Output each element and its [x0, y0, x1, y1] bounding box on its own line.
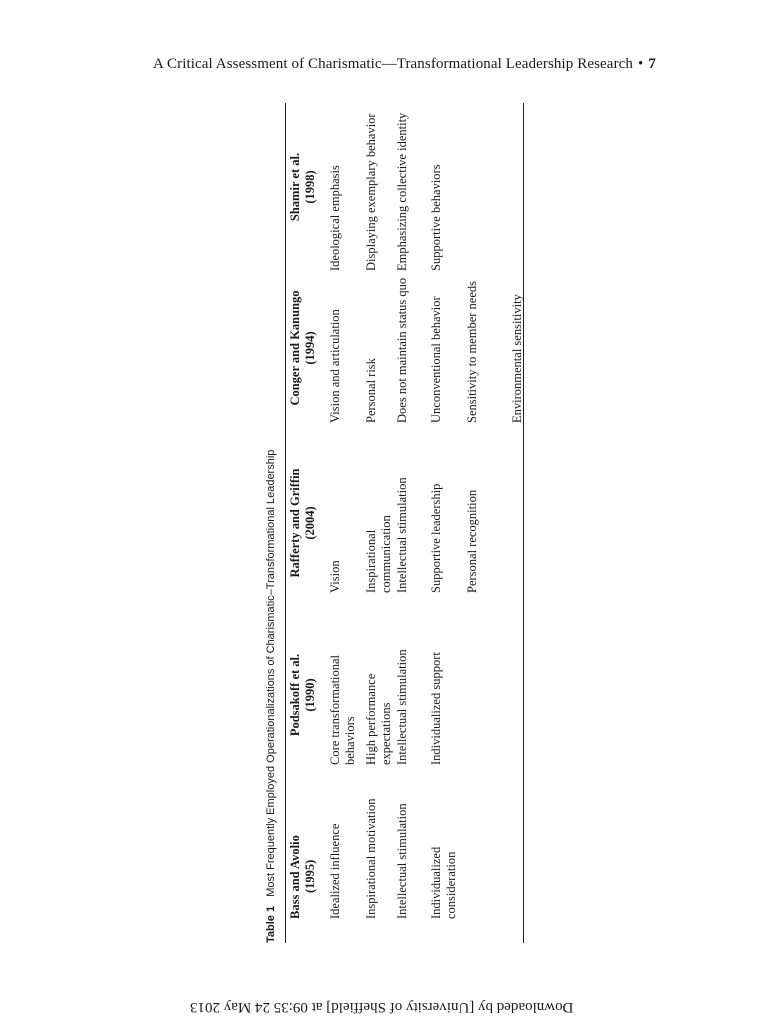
table-cell: Environmental sensitivity: [510, 294, 524, 423]
table-column: [288, 273, 524, 423]
table-cell: Unconventional behavior: [429, 296, 443, 423]
running-head-bullet: •: [638, 56, 644, 72]
table-cell: Inspirational motivation: [364, 798, 378, 919]
table-label: Table 1: [265, 905, 277, 943]
table-column: [288, 103, 443, 271]
column-header: [288, 103, 323, 271]
table-cell: High performance expectations: [364, 673, 393, 765]
column-header: [288, 625, 323, 765]
column-author: Rafferty and Griffin: [288, 468, 302, 578]
table-cell: Vision and articulation: [328, 309, 342, 423]
table-cell: Personal recognition: [465, 489, 479, 593]
column-year: (1990): [303, 678, 317, 712]
table-cell: Inspirational communication: [364, 515, 393, 593]
rotated-table: [260, 103, 525, 943]
table-column: [288, 625, 443, 765]
table-cell: Intellectual stimulation: [395, 649, 409, 765]
table-cell: Vision: [328, 560, 342, 593]
table-cell: Displaying exemplary behavior: [364, 113, 378, 271]
column-year: (1998): [303, 170, 317, 204]
column-header: [288, 453, 323, 593]
table-cell: Individualized consideration: [429, 846, 458, 919]
table-cell: Supportive behaviors: [429, 164, 443, 271]
table-cell: Supportive leadership: [429, 483, 443, 593]
column-header: [288, 273, 323, 423]
table-cell: Personal risk: [364, 358, 378, 423]
table-bottom-rule: [523, 103, 524, 943]
table-cell: Ideological emphasis: [328, 165, 342, 271]
column-author: Conger and Kanungo: [288, 290, 302, 406]
column-header: [288, 779, 323, 919]
column-author: Shamir et al.: [288, 152, 302, 222]
table-caption: [260, 450, 282, 943]
table-cell: Intellectual stimulation: [395, 477, 409, 593]
table-caption-text: Most Frequently Employed Operationalizations of Charismatic–Transformational Leadership: [265, 449, 277, 897]
column-author: Podsakoff et al.: [288, 653, 302, 737]
running-head: [153, 56, 656, 73]
table-cell: Sensitivity to member needs: [465, 281, 479, 423]
column-year: (2004): [303, 506, 317, 540]
table-column: [288, 779, 458, 919]
table-cell: Intellectual stimulation: [395, 803, 409, 919]
table-top-rule: [285, 103, 286, 943]
table-cell: Emphasizing collective identity: [395, 112, 409, 271]
table-column: [288, 453, 479, 593]
table-cell: Core transformational behaviors: [328, 654, 357, 765]
download-footer: Downloaded by [University of Sheffield] at 09:35 24 May 2013: [190, 999, 574, 1015]
table-cell: Idealized influence: [328, 823, 342, 919]
column-year: (1994): [303, 331, 317, 365]
running-head-title: A Critical Assessment of Charismatic—Transformational Leadership Research: [153, 56, 634, 72]
column-year: (1995): [303, 859, 317, 893]
column-author: Bass and Avolio: [288, 835, 302, 919]
table-cell: Does not maintain status quo: [395, 277, 409, 423]
table-cell: Individualized support: [429, 652, 443, 765]
page-number: 7: [648, 56, 656, 72]
